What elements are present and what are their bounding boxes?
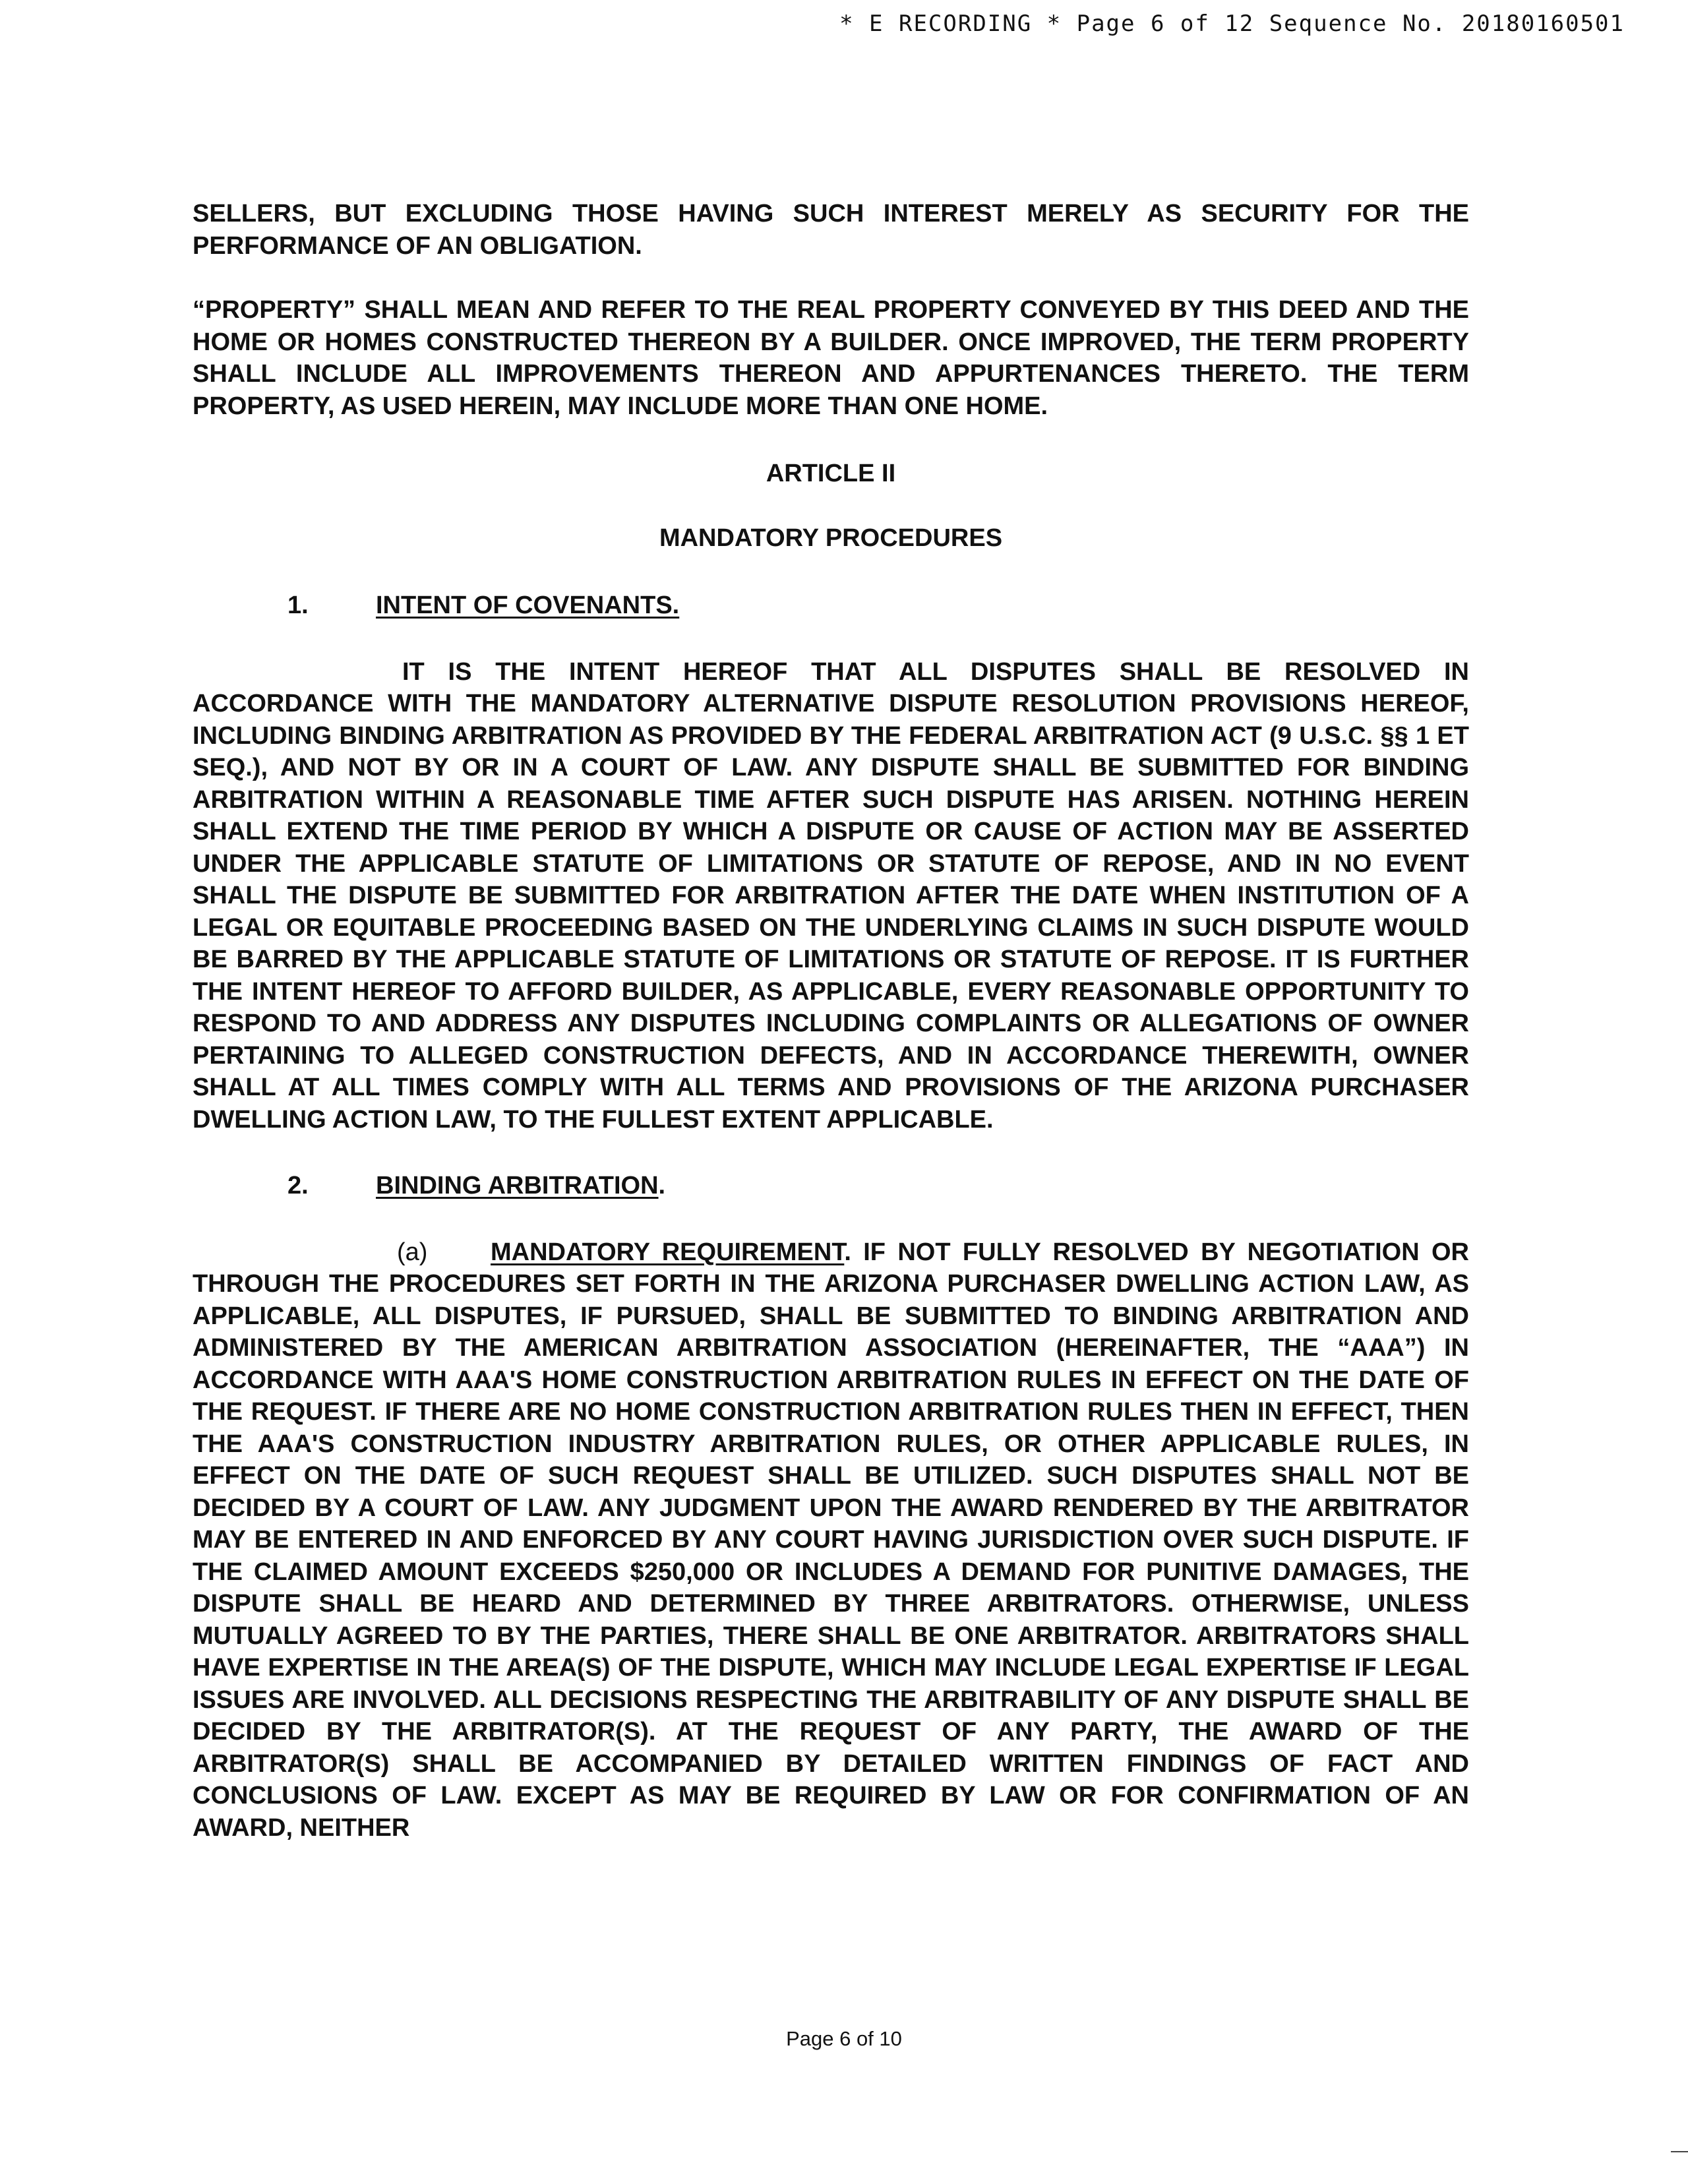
section-title-period: . [658,1172,666,1199]
article-title: MANDATORY PROCEDURES [659,524,1003,552]
paragraph-property-definition: “PROPERTY” SHALL MEAN AND REFER TO THE REAL PROPERTY CONVEYED BY THIS DEED AND THE HOME OR HOMES CONSTRUCTED THEREON BY A BUILDER. ONCE IMPROVED, THE TERM PROPERTY SHALL INCLUDE ALL IMPROVEMENTS THEREON AND APPURTENANCES THERETO. THE TERM PROPERTY, AS USED HEREIN, MAY INCLUDE MORE THAN ONE HOME. [193,296,1469,420]
section-heading-binding-arbitration [193,1170,1469,1202]
page-number-footer: Page 6 of 10 [786,2027,902,2050]
section-heading-intent [193,590,1469,622]
recording-header: * E RECORDING * Page 6 of 12 Sequence No. 20180160501 [839,11,1625,37]
article-number: ARTICLE II [766,460,896,487]
section-number: 2. [287,1172,309,1199]
section-title: BINDING ARBITRATION [376,1172,659,1199]
subsection-text: . IF NOT FULLY RESOLVED BY NEGOTIATION OR THROUGH THE PROCEDURES SET FORTH IN THE ARIZONA PURCHASER DWELLING ACTION LAW, AS APPLICABLE, ALL DISPUTES, IF PURSUED, SHALL BE SUBMITTED TO BINDING ARBITRATION AND ADMINISTERED BY THE AMERICAN ARBITRATION ASSOCIATION (HEREINAFTER, THE “AAA”) IN ACCORDANCE WITH AAA'S HOME CONSTRUCTION ARBITRATION RULES IN EFFECT ON THE DATE OF THE REQUEST. IF THERE ARE NO HOME CONSTRUCTION ARBITRATION RULES THEN IN EFFECT, THEN THE AAA'S CONSTRUCTION INDUSTRY ARBITRATION RULES, OR OTHER APPLICABLE RULES, IN EFFECT ON THE DATE OF SUCH REQUEST SHALL BE UTILIZED. SUCH DISPUTES SHALL NOT BE DECIDED BY A COURT OF LAW. ANY JUDGMENT UPON THE AWARD RENDERED BY THE ARBITRATOR MAY BE ENTERED IN AND ENFORCED BY ANY COURT HAVING JURISDICTION OVER SUCH DISPUTE. IF THE CLAIMED AMOUNT EXCEEDS $250,000 OR INCLUDES A DEMAND FOR PUNITIVE DAMAGES, THE DISPUTE SHALL BE HEARD AND DETERMINED BY THREE ARBITRATORS. OTHERWISE, UNLESS MUTUALLY AGREED TO BY THE PARTIES, THERE SHALL BE ONE ARBITRATOR. ARBITRATORS SHALL HAVE EXPERTISE IN THE AREA(S) OF THE DISPUTE, WHICH MAY INCLUDE LEGAL EXPERTISE IF LEGAL ISSUES ARE INVOLVED. ALL DECISIONS RESPECTING THE ARBITRABILITY OF ANY DISPUTE SHALL BE DECIDED BY THE ARBITRATOR(S). AT THE REQUEST OF ANY PARTY, THE AWARD OF THE ARBITRATOR(S) SHALL BE ACCOMPANIED BY DETAILED WRITTEN FINDINGS OF FACT AND CONCLUSIONS OF LAW. EXCEPT AS MAY BE REQUIRED BY LAW OR FOR CONFIRMATION OF AN AWARD, NEITHER [193,1238,1469,1842]
scan-edge-mark [1671,2151,1688,2152]
subsection-mandatory-requirement [193,1236,1469,1844]
section-number: 1. [287,592,309,619]
subsection-label: (a) [397,1238,428,1266]
paragraph-sellers: SELLERS, BUT EXCLUDING THOSE HAVING SUCH INTEREST MERELY AS SECURITY FOR THE PERFORMANCE OF AN OBLIGATION. [193,200,1469,260]
section-title: INTENT OF COVENANTS. [376,592,680,619]
subsection-title: MANDATORY REQUIREMENT [491,1238,845,1266]
document-body [193,198,1469,1844]
section-text-intent: IT IS THE INTENT HEREOF THAT ALL DISPUTES SHALL BE RESOLVED IN ACCORDANCE WITH THE MANDATORY ALTERNATIVE DISPUTE RESOLUTION PROVISIONS HEREOF, INCLUDING BINDING ARBITRATION AS PROVIDED BY THE FEDERAL ARBITRATION ACT (9 U.S.C. §§ 1 ET SEQ.), AND NOT BY OR IN A COURT OF LAW. ANY DISPUTE SHALL BE SUBMITTED FOR BINDING ARBITRATION WITHIN A REASONABLE TIME AFTER SUCH DISPUTE HAS ARISEN. NOTHING HEREIN SHALL EXTEND THE TIME PERIOD BY WHICH A DISPUTE OR CAUSE OF ACTION MAY BE ASSERTED UNDER THE APPLICABLE STATUTE OF LIMITATIONS OR STATUTE OF REPOSE, AND IN NO EVENT SHALL THE DISPUTE BE SUBMITTED FOR ARBITRATION AFTER THE DATE WHEN INSTITUTION OF A LEGAL OR EQUITABLE PROCEEDING BASED ON THE UNDERLYING CLAIMS IN SUCH DISPUTE WOULD BE BARRED BY THE APPLICABLE STATUTE OF LIMITATIONS OR STATUTE OF REPOSE. IT IS FURTHER THE INTENT HEREOF TO AFFORD BUILDER, AS APPLICABLE, EVERY REASONABLE OPPORTUNITY TO RESPOND TO AND ADDRESS ANY DISPUTES INCLUDING COMPLAINTS OR ALLEGATIONS OF OWNER PERTAINING TO ALLEGED CONSTRUCTION DEFECTS, AND IN ACCORDANCE THEREWITH, OWNER SHALL AT ALL TIMES COMPLY WITH ALL TERMS AND PROVISIONS OF THE ARIZONA PURCHASER DWELLING ACTION LAW, TO THE FULLEST EXTENT APPLICABLE. [193,657,1469,1134]
